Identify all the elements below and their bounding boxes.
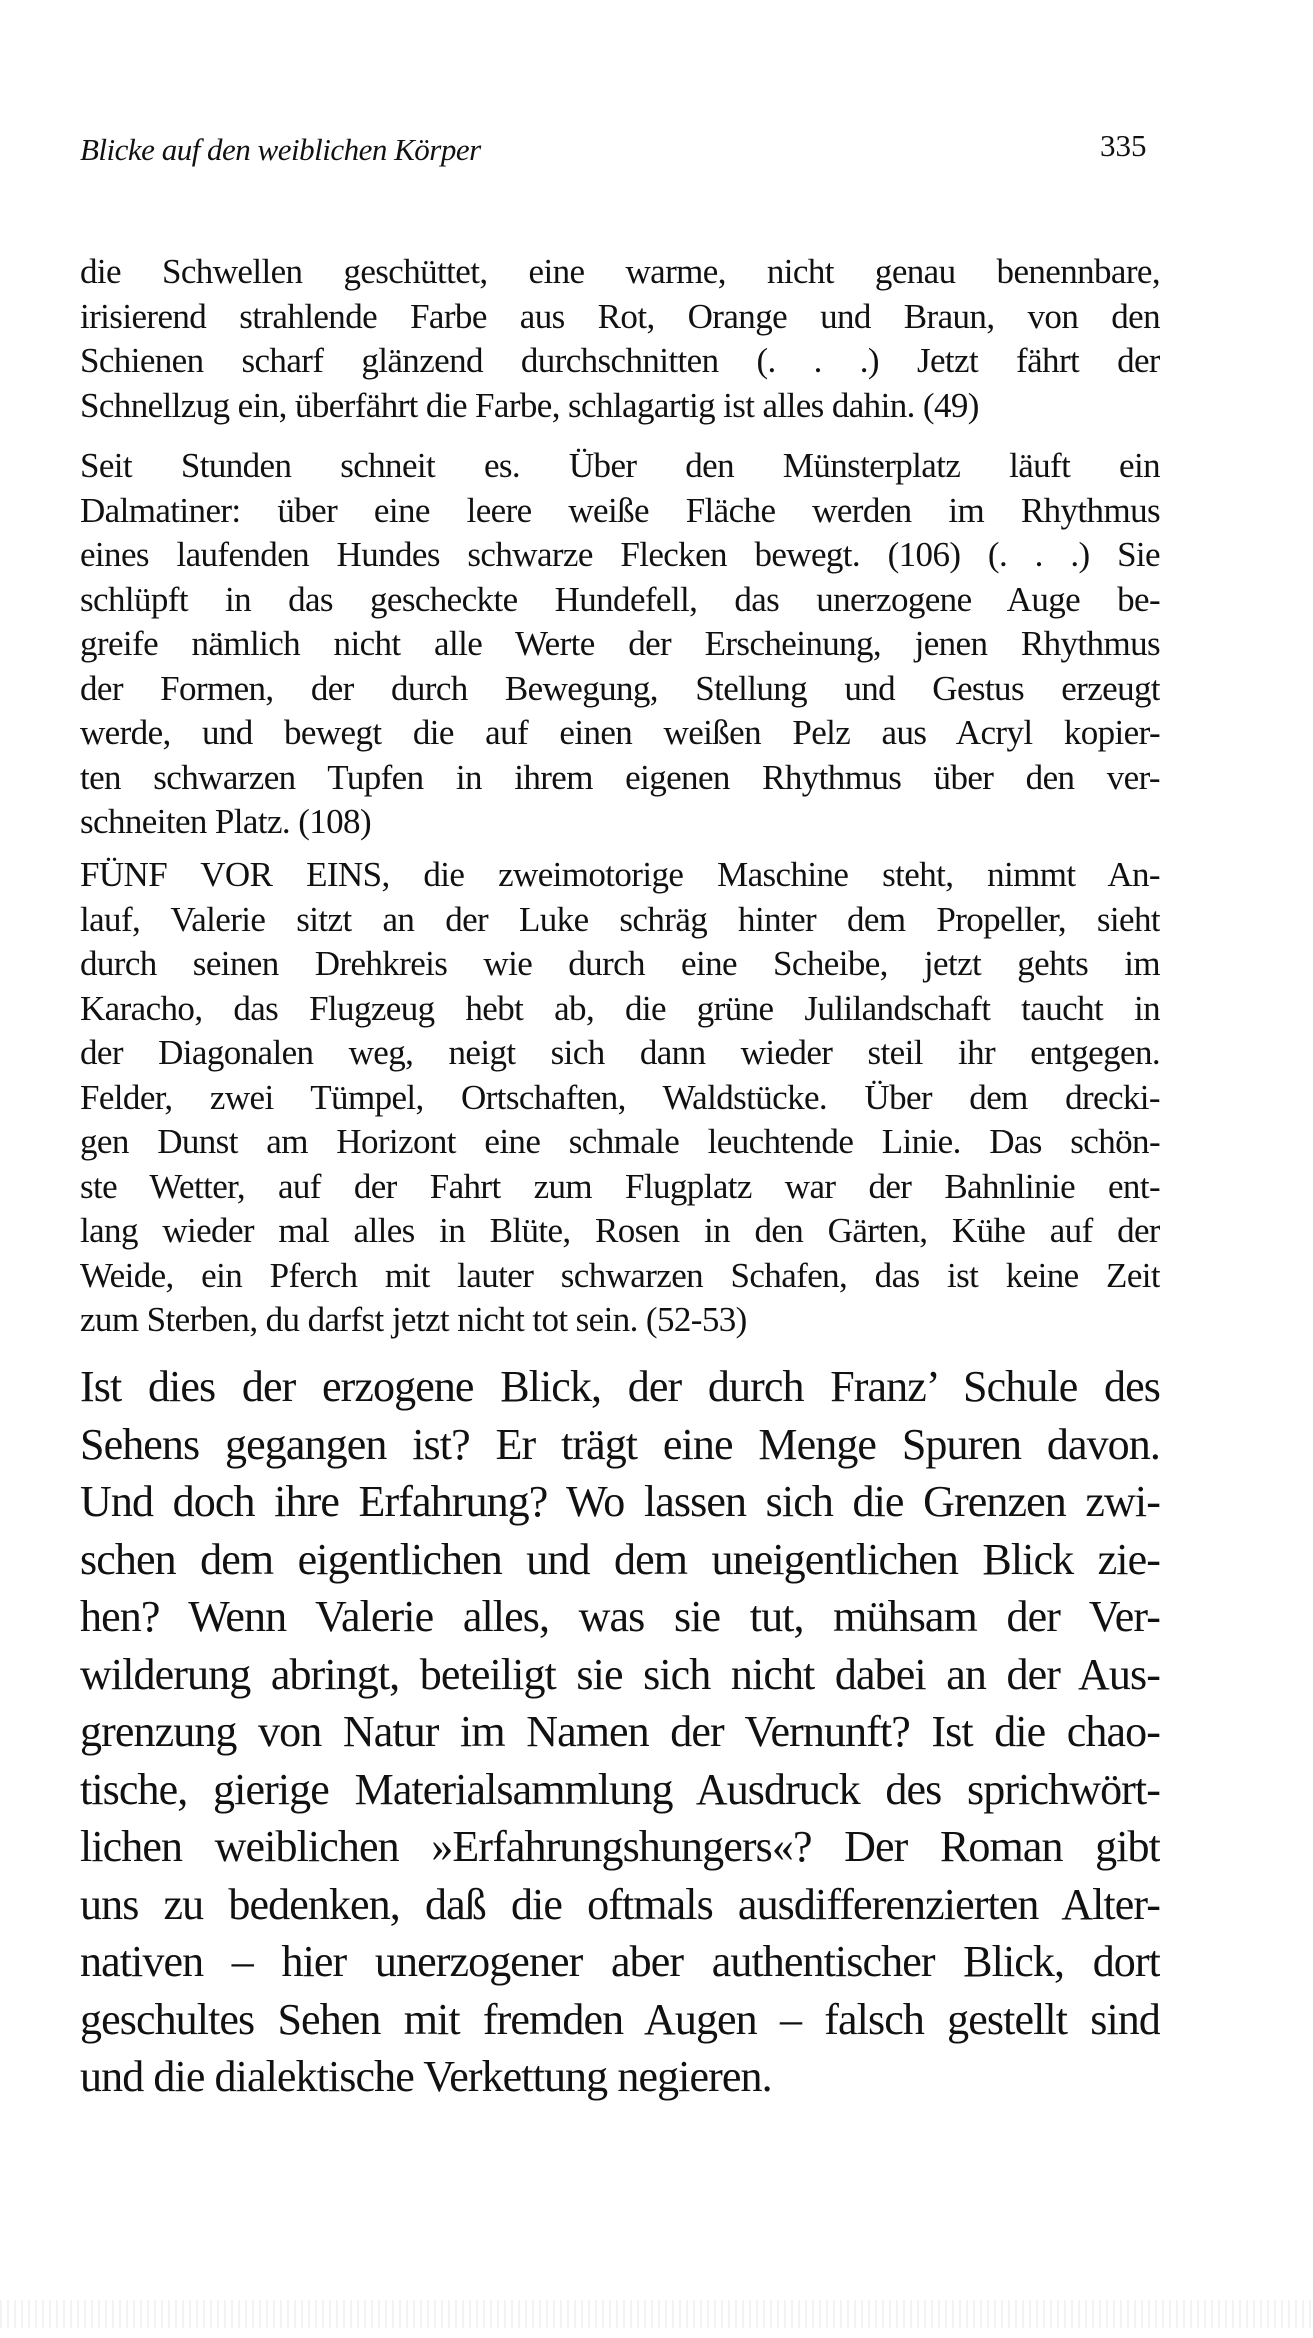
page-number: 335 xyxy=(1100,128,1147,163)
text-line: werde, und bewegt die auf einen weißen Pelz aus Acryl kopier- xyxy=(80,713,1160,752)
text-line: und die dialektische Verkettung negieren. xyxy=(80,2052,772,2101)
running-title: Blicke auf den weiblichen Körper xyxy=(80,132,481,167)
text-line: Ist dies der erzogene Blick, der durch Franz’ Schule des xyxy=(80,1362,1160,1411)
text-line: die Schwellen geschüttet, eine warme, nicht genau benennbare, xyxy=(80,252,1160,291)
text-line: uns zu bedenken, daß die oftmals ausdifferenzierten Alter- xyxy=(80,1879,1160,1929)
text-line: Schienen scharf glänzend durchschnitten (. . .) Jetzt fährt der xyxy=(80,341,1160,380)
text-line: der Formen, der durch Bewegung, Stellung und Gestus erzeugt xyxy=(80,668,1160,708)
text-line: schlüpft in das gescheckte Hundefell, das unerzogene Auge be- xyxy=(80,579,1160,619)
text-line: ste Wetter, auf der Fahrt zum Flugplatz war der Bahnlinie ent- xyxy=(80,1166,1160,1206)
text-line: Felder, zwei Tümpel, Ortschaften, Waldstücke. Über dem drecki- xyxy=(80,1077,1160,1117)
text-line: Und doch ihre Erfahrung? Wo lassen sich die Grenzen zwi- xyxy=(80,1477,1160,1526)
text-line: eines laufenden Hundes schwarze Flecken bewegt. (106) (. . .) Sie xyxy=(80,535,1160,574)
text-line: ten schwarzen Tupfen in ihrem eigenen Rhythmus über den ver- xyxy=(80,757,1160,797)
text-line: lauf, Valerie sitzt an der Luke schräg hinter dem Propeller, sieht xyxy=(80,899,1160,939)
text-line: Karacho, das Flugzeug hebt ab, die grüne Julilandschaft taucht in xyxy=(80,988,1160,1028)
block-quote-2 xyxy=(80,444,1160,845)
text-line: Weide, ein Pferch mit lauter schwarzen Schafen, das ist keine Zeit xyxy=(80,1255,1160,1295)
text-line: grenzung von Natur im Namen der Vernunft? Ist die chao- xyxy=(80,1707,1160,1756)
text-line: schneiten Platz. (108) xyxy=(80,802,372,841)
scan-noise xyxy=(0,2300,1313,2328)
text-line: nativen – hier unerzogener aber authentischer Blick, dort xyxy=(80,1937,1160,1986)
text-line: hen? Wenn Valerie alles, was sie tut, mühsam der Ver- xyxy=(80,1592,1160,1641)
block-quote-1 xyxy=(80,250,1160,428)
text-line: greife nämlich nicht alle Werte der Erscheinung, jenen Rhythmus xyxy=(80,624,1160,663)
text-line: schen dem eigentlichen und dem uneigentlichen Blick zie- xyxy=(80,1534,1160,1584)
text-line: lang wieder mal alles in Blüte, Rosen in den Gärten, Kühe auf der xyxy=(80,1211,1160,1250)
text-line: der Diagonalen weg, neigt sich dann wieder steil ihr entgegen. xyxy=(80,1033,1160,1072)
text-line: Dalmatiner: über eine leere weiße Fläche werden im Rhythmus xyxy=(80,490,1160,530)
text-line: Seit Stunden schneit es. Über den Münsterplatz läuft ein xyxy=(80,446,1160,485)
text-line: irisierend strahlende Farbe aus Rot, Orange und Braun, von den xyxy=(80,296,1160,336)
body-paragraph xyxy=(80,1358,1160,2106)
text-line: geschultes Sehen mit fremden Augen – falsch gestellt sind xyxy=(80,1994,1160,2044)
text-line: lichen weiblichen »Erfahrungshungers«? Der Roman gibt xyxy=(80,1822,1160,1871)
text-line: FÜNF VOR EINS, die zweimotorige Maschine steht, nimmt An- xyxy=(80,855,1160,894)
text-line: Schnellzug ein, überfährt die Farbe, schlagartig ist alles dahin. (49) xyxy=(80,385,979,425)
block-quote-3 xyxy=(80,853,1160,1343)
text-line: wilderung abringt, beteiligt sie sich nicht dabei an der Aus- xyxy=(80,1649,1160,1699)
text-line: zum Sterben, du darfst jetzt nicht tot sein. (52-53) xyxy=(80,1300,747,1339)
text-line: tische, gierige Materialsammlung Ausdruck des sprichwört- xyxy=(80,1764,1160,1814)
text-line: durch seinen Drehkreis wie durch eine Scheibe, jetzt gehts im xyxy=(80,944,1160,983)
text-line: gen Dunst am Horizont eine schmale leuchtende Linie. Das schön- xyxy=(80,1122,1160,1161)
text-line: Sehens gegangen ist? Er trägt eine Menge Spuren davon. xyxy=(80,1419,1160,1469)
